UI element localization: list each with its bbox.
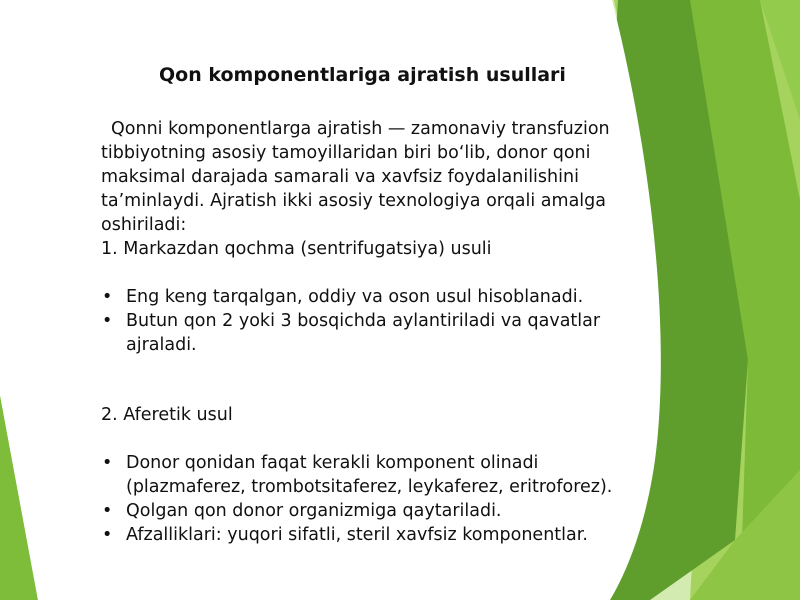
bullet-icon: • <box>102 453 113 473</box>
bullet-icon: • <box>102 525 113 545</box>
list-item <box>101 499 661 523</box>
method1-bullet-list <box>101 285 661 357</box>
list-item <box>101 451 661 499</box>
spacer <box>101 261 661 285</box>
method2-bullet-list <box>101 451 661 547</box>
list-item-text: Qolgan qon donor organizmiga qaytariladi. <box>126 501 502 521</box>
slide-title: Qon komponentlariga ajratish usullari <box>159 64 566 86</box>
list-item-text: Afzalliklari: yuqori sifatli, steril xavfsiz komponentlar. <box>126 525 588 545</box>
list-item-text: Eng keng tarqalgan, oddiy va oson usul hisoblanadi. <box>126 287 584 307</box>
method1-heading: 1. Markazdan qochma (sentrifugatsiya) usuli <box>101 239 492 259</box>
bullet-icon: • <box>102 311 113 331</box>
slide-body <box>101 117 661 547</box>
list-item-text: Butun qon 2 yoki 3 bosqichda aylantiriladi va qavatlar ajraladi. <box>126 311 601 355</box>
list-item-text: Donor qonidan faqat kerakli komponent olinadi (plazmaferez, trombotsitaferez, leykaferez, eritroforez). <box>126 453 613 497</box>
spacer <box>101 357 661 403</box>
intro-paragraph: Qonni komponentlarga ajratish — zamonaviy transfuzion tibbiyotning asosiy tamoyillaridan biri bo‘lib, donor qoni maksimal darajada samarali va xavfsiz foydalanilishini ta’minlaydi. Ajratish ikki asosiy texnologiya orqali amalga oshiriladi: <box>101 119 610 235</box>
method2-heading: 2. Aferetik usul <box>101 405 233 425</box>
list-item <box>101 309 661 357</box>
spacer <box>101 427 661 451</box>
bullet-icon: • <box>102 287 113 307</box>
list-item <box>101 523 661 547</box>
bullet-icon: • <box>102 501 113 521</box>
list-item <box>101 285 661 309</box>
